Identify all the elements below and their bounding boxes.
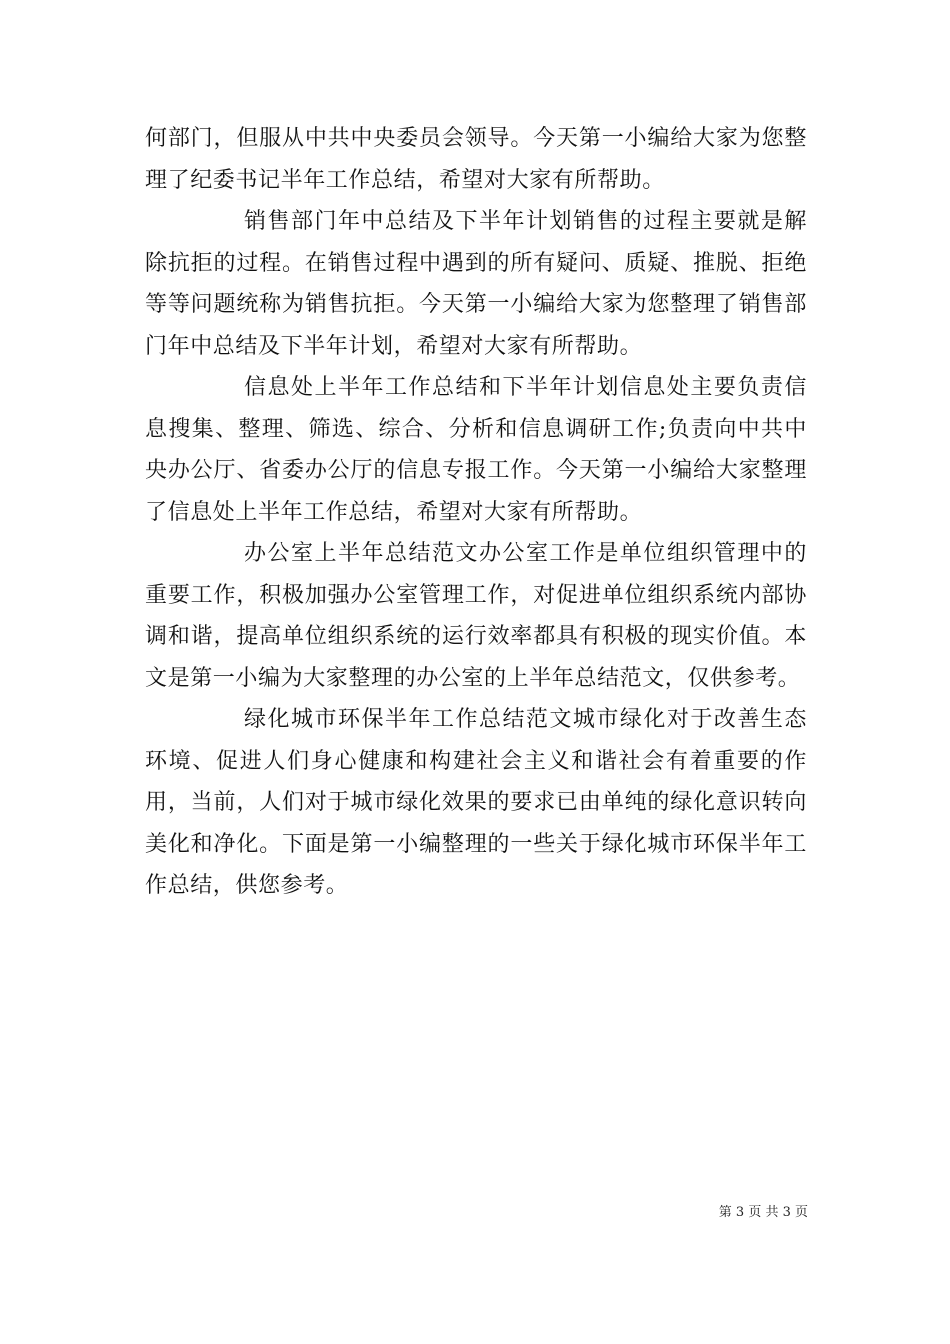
paragraph-continuation: 何部门，但服从中共中央委员会领导。今天第一小编给大家为您整理了纪委书记半年工作总结，希望对大家有所帮助。	[145, 126, 807, 193]
paragraph-sales-summary: 销售部门年中总结及下半年计划销售的过程主要就是解除抗拒的过程。在销售过程中遇到的所有疑问、质疑、推脱、拒绝等等问题统称为销售抗拒。今天第一小编给大家为您整理了销售部门年中总结及下半年计划，希望对大家有所帮助。	[145, 209, 807, 359]
document-body	[145, 118, 807, 907]
paragraph-office-summary: 办公室上半年总结范文办公室工作是单位组织管理中的重要工作，积极加强办公室管理工作，对促进单位组织系统内部协调和谐，提高单位组织系统的运行效率都具有积极的现实价值。本文是第一小编为大家整理的办公室的上半年总结范文，仅供参考。	[145, 541, 807, 691]
paragraph-greening-summary: 绿化城市环保半年工作总结范文城市绿化对于改善生态环境、促进人们身心健康和构建社会主义和谐社会有着重要的作用，当前，人们对于城市绿化效果的要求已由单纯的绿化意识转向美化和净化。下面是第一小编整理的一些关于绿化城市环保半年工作总结，供您参考。	[145, 707, 807, 898]
page-number-footer: 第 3 页 共 3 页	[718, 1205, 808, 1220]
paragraph-info-office-summary: 信息处上半年工作总结和下半年计划信息处主要负责信息搜集、整理、筛选、综合、分析和信息调研工作;负责向中共中央办公厅、省委办公厅的信息专报工作。今天第一小编给大家整理了信息处上半年工作总结，希望对大家有所帮助。	[145, 375, 807, 525]
